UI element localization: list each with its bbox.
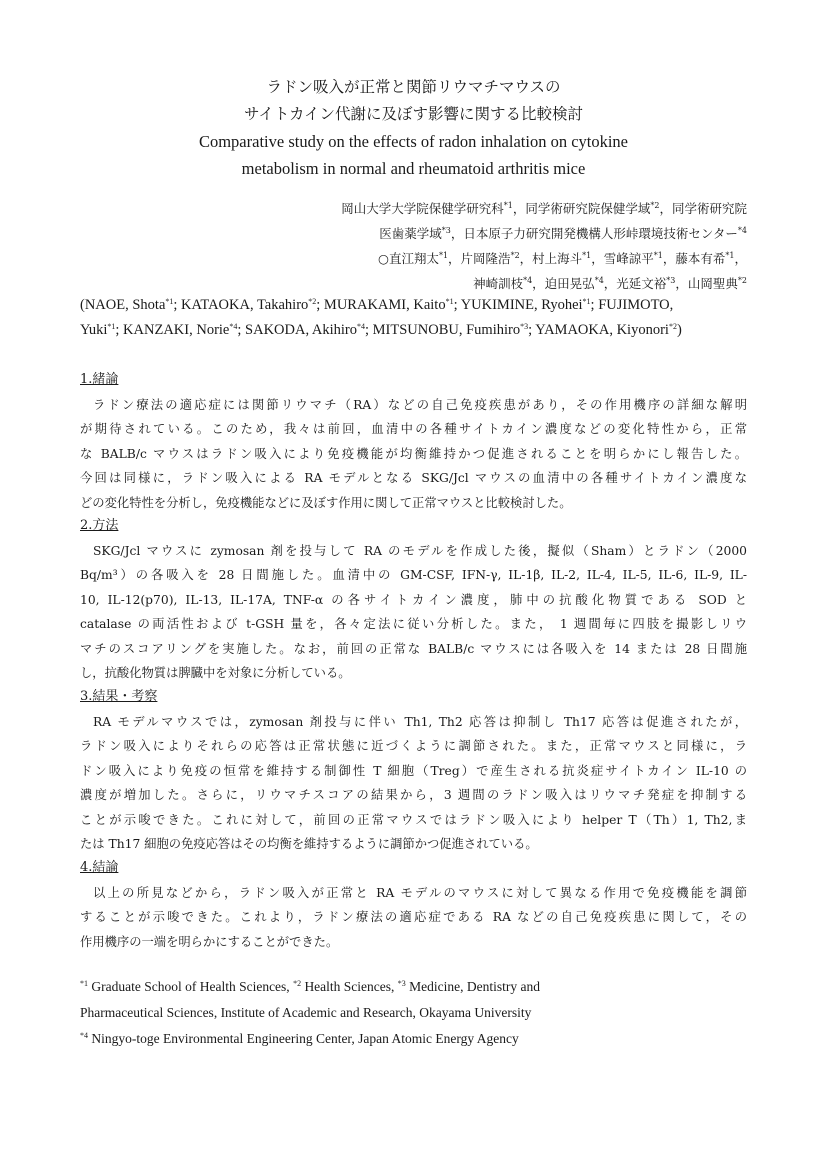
- romanized-authors-line-2: Yuki$^{*1}$; KANZAKI, Norie$^{*4}$; SAKODA, Akihiro$^{*4}$; MITSUNOBU, Fumihiro$^{*3}$; YAMAOKA, Kiyonori$^{*2}$): [80, 322, 682, 338]
- footnote-line-2: Pharmaceutical Sciences, Institute of Academic and Research, Okayama University: [80, 1005, 532, 1020]
- paragraph-line: ラドン療法の適応症には関節リウマチ（RA）などの自己免疫疾患があり，その作用機序の詳細な解明: [93, 397, 747, 412]
- paragraph-line: 以上の所見などから，ラドン吸入が正常と RA モデルのマウスに対して異なる作用で免疫機能を調節: [93, 885, 747, 900]
- title-japanese-line-1: ラドン吸入が正常と関節リウマチマウスの: [266, 78, 561, 96]
- section-heading: 3.結果・考察: [80, 689, 158, 704]
- paragraph-line: な BALB/c マウスはラドン吸入により免疫機能が均衡維持かつ促進されることを明らかにし報告した。: [80, 446, 747, 461]
- affiliation-line-1: 岡山大学大学院保健学研究科$^{*1}$，同学術研究院保健学域$^{*2}$，同学術研究院: [341, 201, 747, 216]
- paragraph-line: ことが示唆できた。これに対して，前回の正常マウスではラドン吸入により helper T（Th）1, Th2,ま: [80, 812, 747, 827]
- authors-line-1: ○直江翔太$^{*1}$，片岡隆浩$^{*2}$，村上海斗$^{*1}$，雪峰諒平$^{*1}$，藤本有希$^{*1}$，: [378, 251, 747, 266]
- paragraph-line: どの変化特性を分析し，免疫機能などに及ぼす作用に関して正常マウスと比較検討した。: [80, 495, 572, 510]
- authors-line-2: 神崎訓枝$^{*4}$，迫田晃弘$^{*4}$，光延文裕$^{*3}$，山岡聖典$^{*2}$: [473, 276, 747, 291]
- affiliation-line-2: 医歯薬学域$^{*3}$，日本原子力研究開発機構人形峠環境技術センター$^{*4}$: [379, 226, 747, 241]
- paragraph-line: ラドン吸入によりそれらの応答は正常状態に近づくように調節された。また，正常マウスと同様に，ラ: [80, 739, 747, 753]
- section-1: [80, 368, 747, 515]
- romanized-authors-line-1: (NAOE, Shota$^{*1}$; KATAOKA, Takahiro$^{*2}$; MURAKAMI, Kaito$^{*1}$; YUKIMINE, Ryohei$^{*1}$; FUJIMOTO,: [80, 297, 674, 313]
- title-english-line-1: Comparative study on the effects of radon inhalation on cytokine: [198, 132, 629, 151]
- paragraph-line: catalase の両活性および t-GSH 量を，各々定法に従い分析した。また， 1 週間毎に四肢を撮影しリウ: [80, 617, 747, 631]
- footnote-line-3: $^{*4}$ Ningyo-toge Environmental Engineering Center, Japan Atomic Energy Agency: [80, 1031, 519, 1046]
- section-heading: 1.緒論: [80, 372, 119, 387]
- paragraph-line: が期待されている。このため，我々は前回，血清中の各種サイトカイン濃度などの変化特性から，正常: [80, 422, 747, 436]
- section-3: [80, 685, 747, 857]
- paragraph-line: マチのスコアリングを実施した。なお，前回の正常な BALB/c マウスには各吸入を 14 または 28 日間施: [80, 641, 747, 656]
- title-block: [80, 74, 747, 182]
- title-japanese-line-2: サイトカイン代謝に及ぼす影響に関する比較検討: [244, 105, 583, 123]
- paragraph-line: たは Th17 細胞の免疫応答はその均衡を維持するように調節かつ促進されている。: [80, 837, 538, 851]
- title-english-line-2: metabolism in normal and rheumatoid arthritis mice: [241, 159, 586, 178]
- footnote-line-1: $^{*1}$ Graduate School of Health Sciences, $^{*2}$ Health Sciences, $^{*3}$ Medicine, Dentistry and: [80, 979, 540, 994]
- paragraph-line: 作用機序の一端を明らかにすることができた。: [80, 934, 339, 949]
- footnotes: [80, 974, 747, 1052]
- romanized-authors: [80, 293, 747, 343]
- section-2: [80, 514, 747, 686]
- section-4: [80, 856, 747, 954]
- section-heading: 2.方法: [80, 518, 119, 533]
- paragraph-line: 濃度が増加した。さらに，リウマチスコアの結果から，3 週間のラドン吸入はリウマチ発症を抑制する: [80, 788, 747, 802]
- paragraph-line: ドン吸入により免疫の恒常を維持する制御性 T 細胞（Treg）で産生される抗炎症サイトカイン IL-10 の: [80, 763, 747, 778]
- paragraph-line: 10, IL-12(p70), IL-13, IL-17A, TNF-α の各サイトカイン濃度，肺中の抗酸化物質である SOD と: [80, 592, 747, 607]
- paragraph-line: SKG/Jcl マウスに zymosan 剤を投与して RA のモデルを作成した後，擬似（Sham）とラドン（2000: [93, 543, 747, 558]
- section-heading: 4.結論: [80, 860, 119, 875]
- paragraph-line: 今回は同様に，ラドン吸入による RA モデルとなる SKG/Jcl マウスの血清中の各種サイトカイン濃度な: [80, 471, 747, 485]
- paragraph-line: Bq/m³）の各吸入を 28 日間施した。血清中の GM-CSF, IFN-γ, IL-1β, IL-2, IL-4, IL-5, IL-6, IL-9, IL-: [80, 568, 747, 582]
- paragraph-line: RA モデルマウスでは，zymosan 剤投与に伴い Th1, Th2 応答は抑制し Th17 応答は促進されたが，: [93, 714, 747, 729]
- paragraph-line: し，抗酸化物質は脾臓中を対象に分析している。: [80, 666, 351, 680]
- affiliations: [80, 196, 747, 296]
- paragraph-line: することが示唆できた。これより，ラドン療法の適応症である RA などの自己免疫疾患に関して，その: [80, 910, 747, 924]
